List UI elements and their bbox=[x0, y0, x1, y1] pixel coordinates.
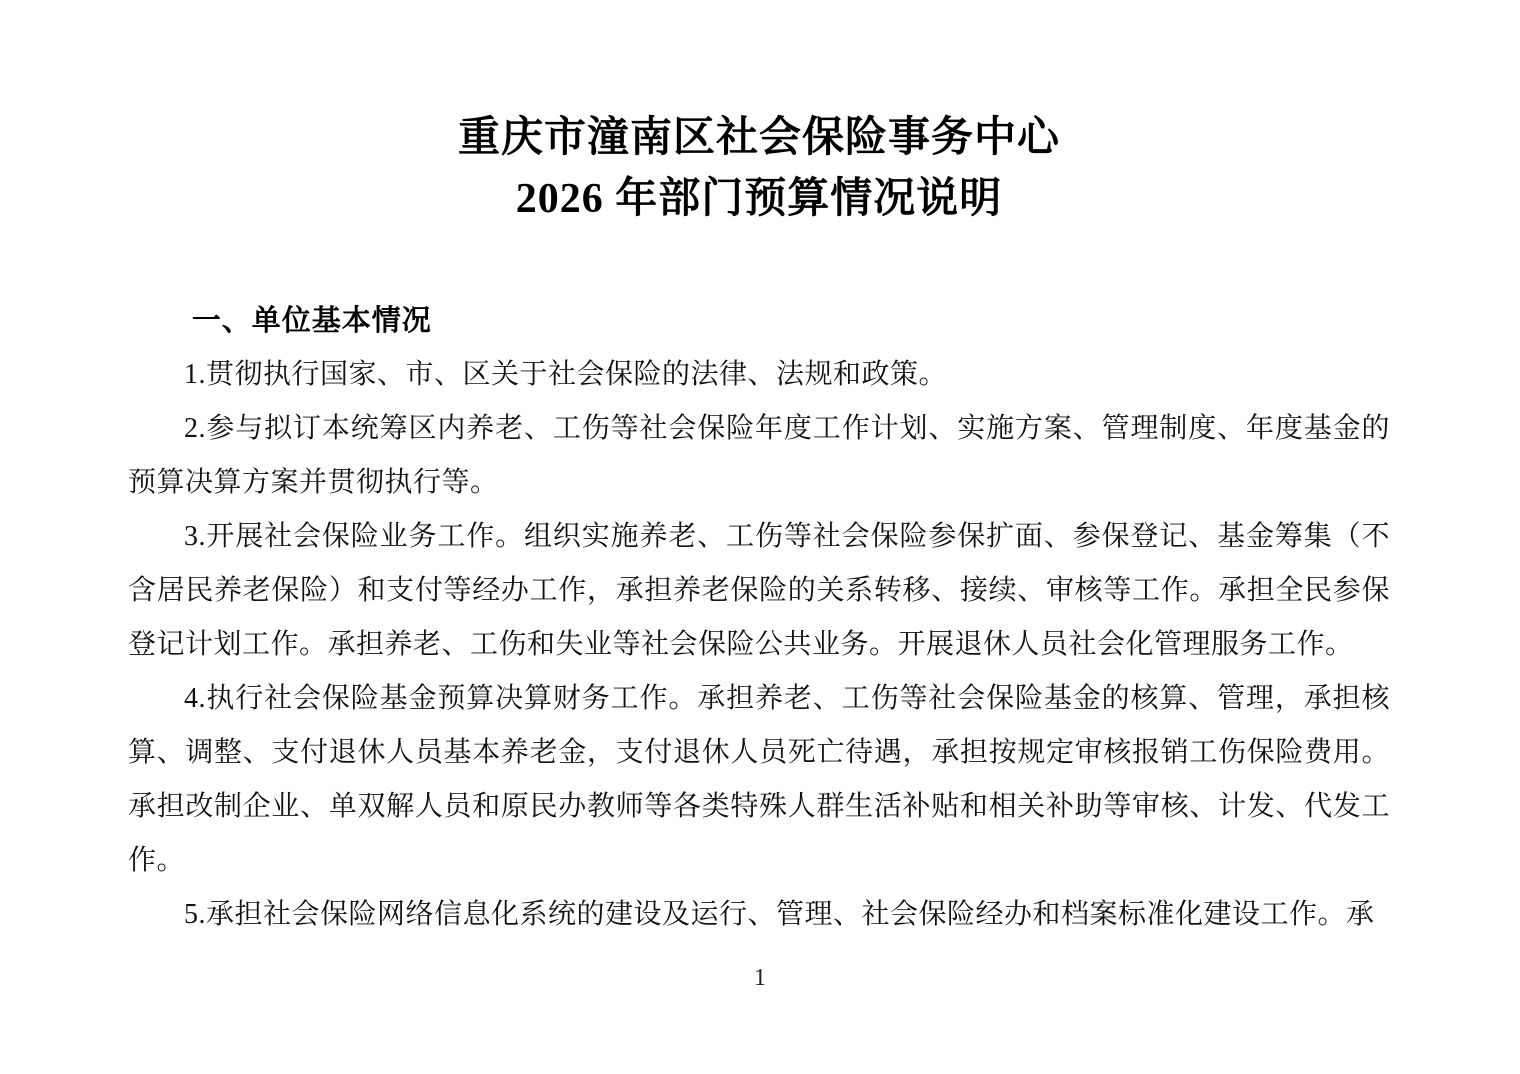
document-title bbox=[128, 108, 1390, 230]
section-heading: 一、单位基本情况 bbox=[191, 305, 432, 337]
paragraph-3: 3.开展社会保险业务工作。组织实施养老、工伤等社会保险参保扩面、参保登记、基金筹集（不含居民养老保险）和支付等经办工作，承担养老保险的关系转移、接续、审核等工作。承担全民参保登记计划工作。承担养老、工伤和失业等社会保险公共业务。开展退休人员社会化管理服务工作。 bbox=[128, 521, 1390, 660]
page-number: 1 bbox=[754, 965, 766, 991]
paragraph-5: 5.承担社会保险网络信息化系统的建设及运行、管理、社会保险经办和档案标准化建设工作。承 bbox=[184, 899, 1375, 930]
paragraph-4: 4.执行社会保险基金预算决算财务工作。承担养老、工伤等社会保险基金的核算、管理，承担核算、调整、支付退休人员基本养老金，支付退休人员死亡待遇，承担按规定审核报销工伤保险费用。承担改制企业、单双解人员和原民办教师等各类特殊人群生活补贴和相关补助等审核、计发、代发工作。 bbox=[128, 683, 1390, 876]
section-body bbox=[128, 348, 1390, 942]
paragraph-2: 2.参与拟订本统筹区内养老、工伤等社会保险年度工作计划、实施方案、管理制度、年度基金的预算决算方案并贯彻执行等。 bbox=[128, 413, 1390, 498]
paragraph-1: 1.贯彻执行国家、市、区关于社会保险的法律、法规和政策。 bbox=[184, 359, 948, 390]
title-line-2: 2026 年部门预算情况说明 bbox=[515, 176, 1003, 222]
title-line-1: 重庆市潼南区社会保险事务中心 bbox=[457, 115, 1060, 161]
